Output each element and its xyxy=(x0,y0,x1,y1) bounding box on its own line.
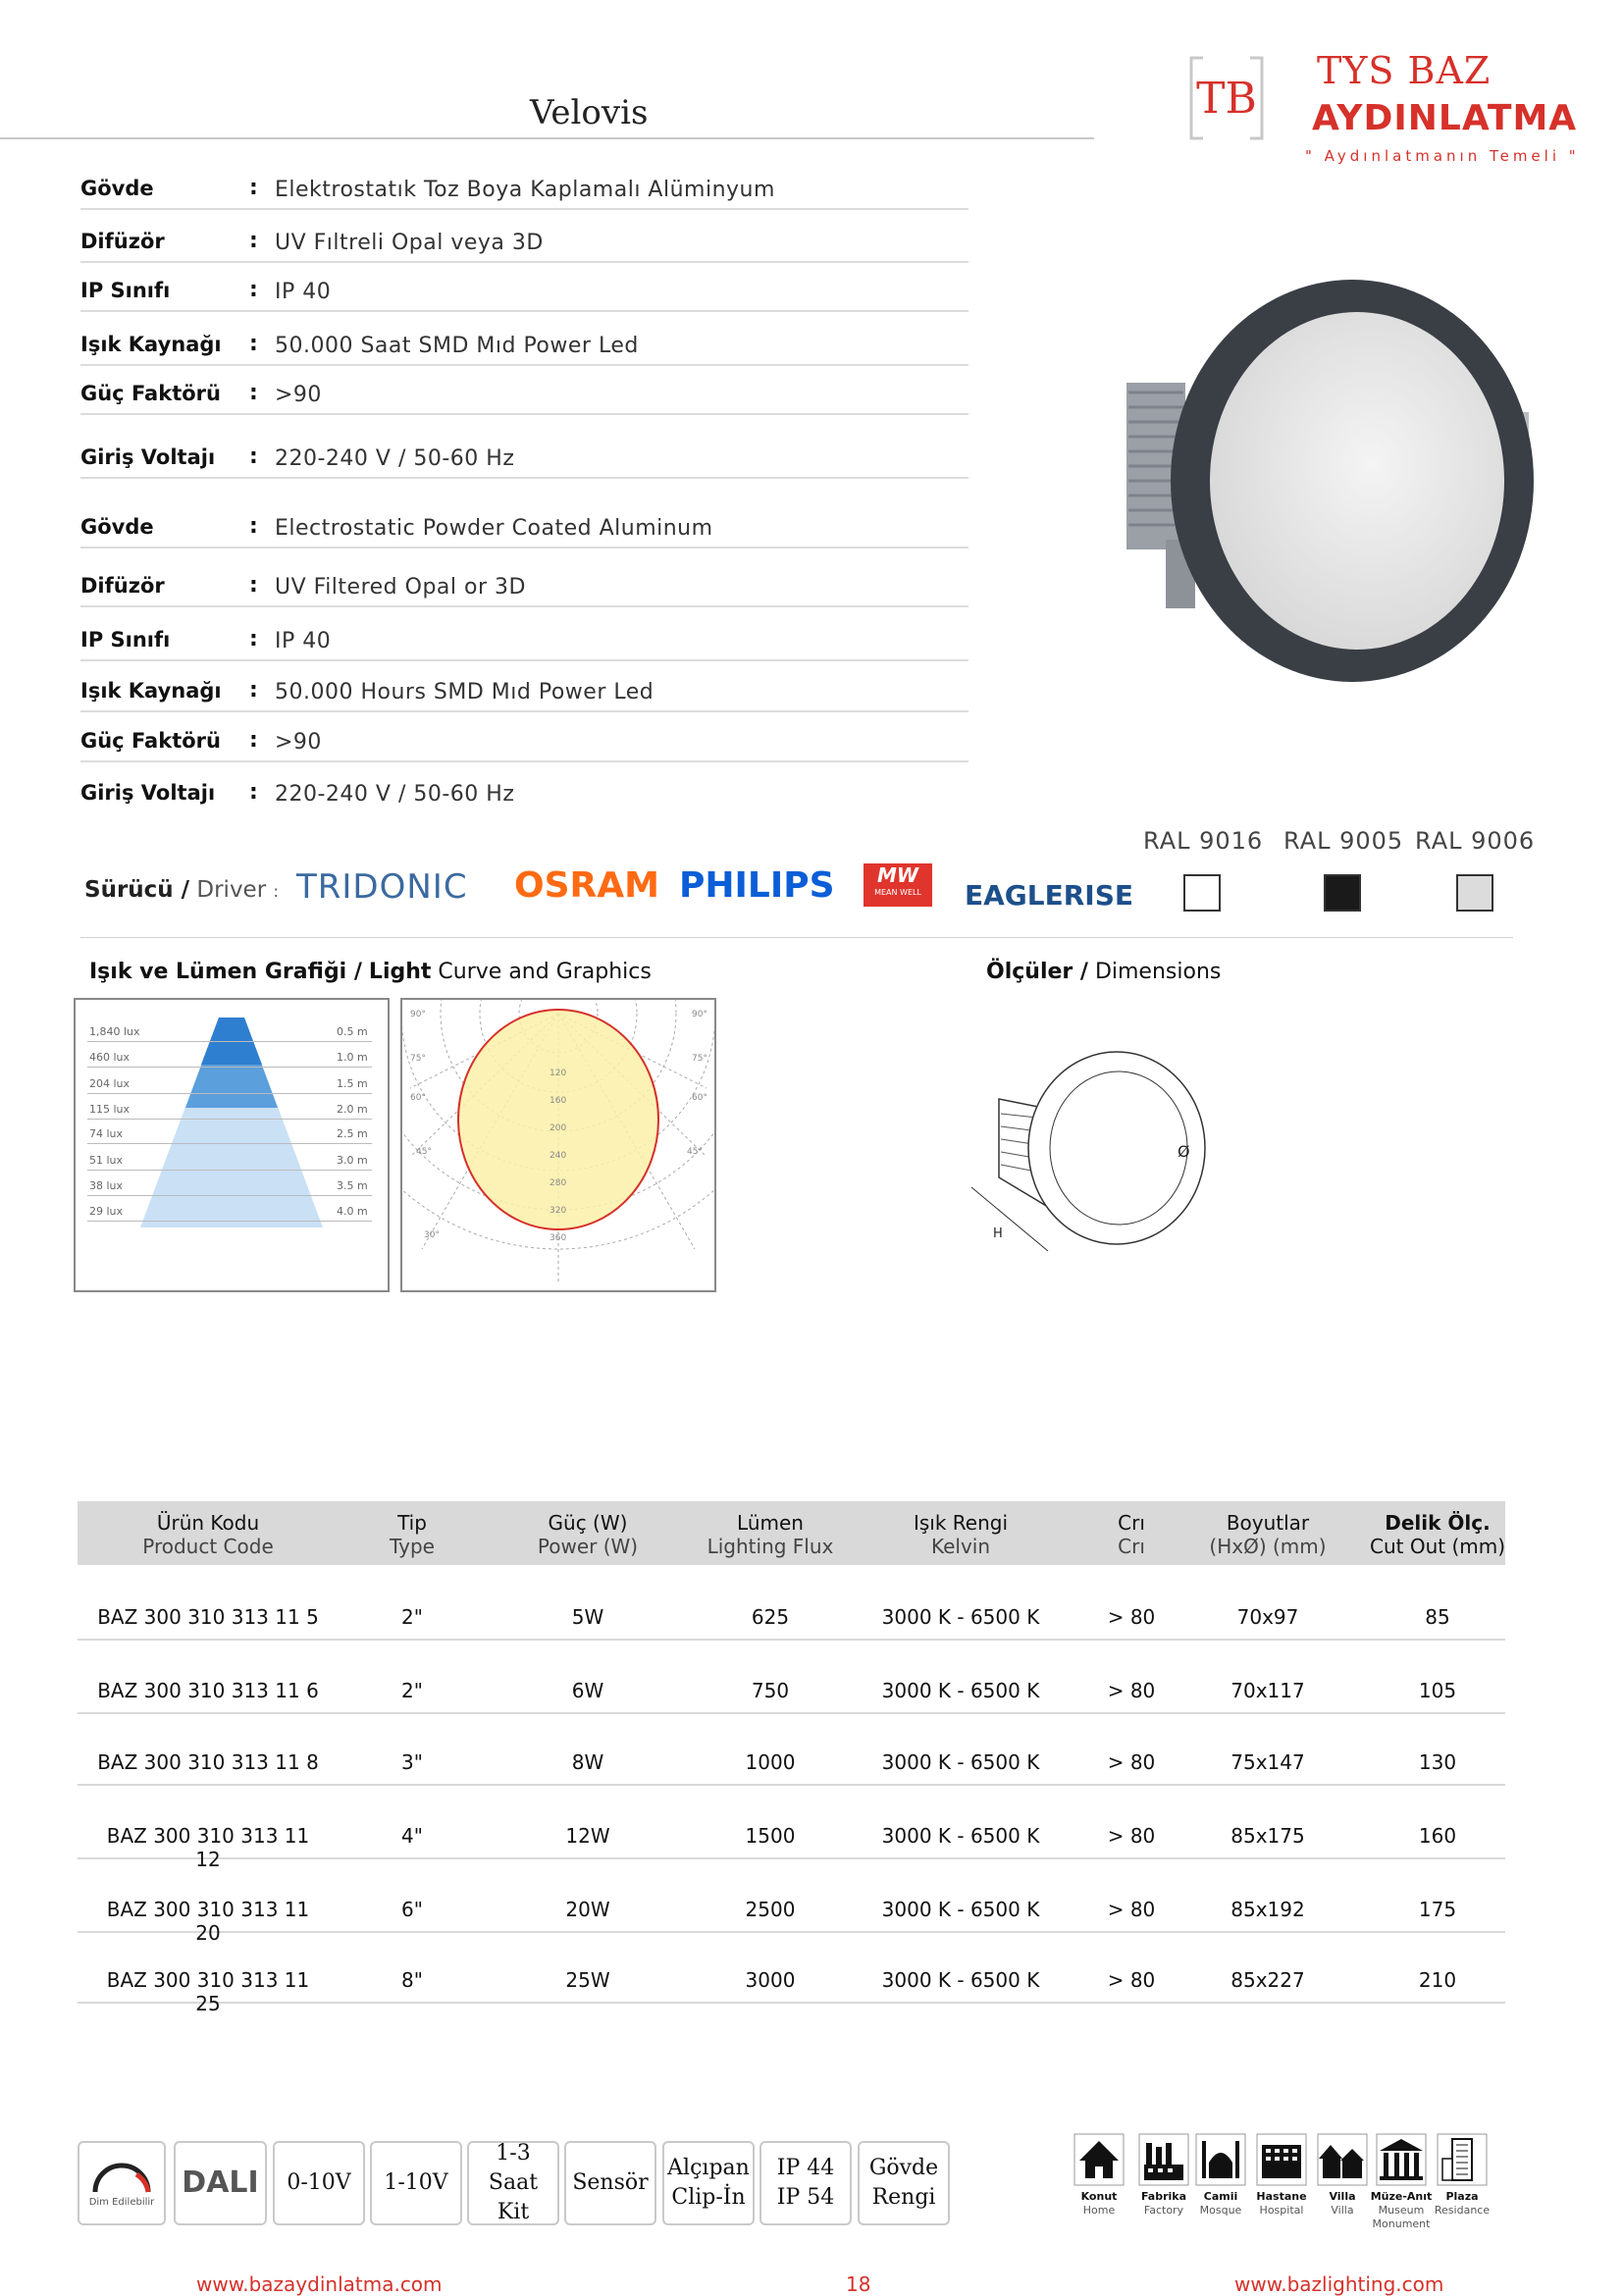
lux-value: 29 lux xyxy=(89,1205,124,1218)
polar-angle-left-0: 90° xyxy=(410,1010,426,1019)
polar-angle-right-1: 75° xyxy=(692,1054,707,1064)
spec-value: Elektrostatık Toz Boya Kaplamalı Alüminyum xyxy=(275,178,775,202)
table-cell: BAZ 300 310 313 11 12 xyxy=(106,1824,310,1871)
brand-subname: AYDINLATMA xyxy=(1312,98,1578,138)
spec-label: Gövde xyxy=(80,177,154,200)
spec-value: 220-240 V / 50-60 Hz xyxy=(275,446,515,471)
spec-colon: : xyxy=(249,381,258,405)
lux-gridline xyxy=(87,1093,372,1094)
header-label-en: Power (W) xyxy=(537,1535,639,1558)
building-label-tr: Hastane xyxy=(1256,2190,1307,2203)
page-number: 18 xyxy=(846,2272,871,2296)
lux-value: 460 lux xyxy=(89,1051,131,1064)
dimmable-badge: Dim Edilebilir xyxy=(78,2141,166,2225)
table-cell: BAZ 300 310 313 11 6 xyxy=(97,1679,319,1702)
building-label-en: Villa xyxy=(1331,2204,1354,2217)
table-cell: 3000 K - 6500 K xyxy=(881,1898,1040,1921)
footer-website-tr[interactable]: www.bazaydinlatma.com xyxy=(196,2272,443,2296)
driver-label: Sürücü / Driver : xyxy=(84,877,279,903)
header-label-en: Cut Out (mm) xyxy=(1369,1535,1506,1558)
header-label-tr: Boyutlar xyxy=(1226,1511,1310,1535)
header-label-en: Lighting Flux xyxy=(707,1535,834,1558)
building-label xyxy=(1367,2190,1436,2231)
spec-value: 220-240 V / 50-60 Hz xyxy=(275,782,515,807)
table-cell: 130 xyxy=(1418,1750,1457,1774)
table-cell: 4" xyxy=(401,1824,423,1848)
table-cell: 625 xyxy=(751,1605,790,1629)
header-label-en: Kelvin xyxy=(930,1535,991,1558)
spec-label: Gövde xyxy=(80,515,154,539)
table-cell: 85x192 xyxy=(1230,1898,1305,1921)
spec-label: Güç Faktörü xyxy=(80,382,221,405)
dimension-height-label: H xyxy=(993,1226,1003,1241)
spec-value: 50.000 Saat SMD Mıd Power Led xyxy=(275,334,639,358)
table-cell: 12W xyxy=(565,1824,610,1848)
table-cell: 8" xyxy=(401,1968,423,1992)
table-header-cell xyxy=(1364,1511,1511,1558)
building-label-en: Mosque xyxy=(1199,2204,1242,2217)
table-cell: 6W xyxy=(571,1679,604,1702)
building-label-en: Home xyxy=(1082,2204,1116,2217)
osram-logo: OSRAM xyxy=(514,865,659,906)
table-header-cell xyxy=(519,1511,656,1558)
table-cell: 20W xyxy=(565,1898,610,1921)
spec-label: Güç Faktörü xyxy=(80,729,221,753)
table-cell: 25W xyxy=(565,1968,610,1992)
table-header-cell xyxy=(692,1511,849,1558)
distance-value: 2.5 m xyxy=(337,1127,368,1140)
lux-value: 1,840 lux xyxy=(89,1025,140,1038)
table-cell: BAZ 300 310 313 11 8 xyxy=(97,1750,319,1774)
polar-angle-right-0: 90° xyxy=(692,1010,707,1019)
header-label-tr: Tip xyxy=(397,1511,427,1535)
dimming-0-10v-badge: 0-10V xyxy=(273,2141,365,2225)
polar-radial-label: 160 xyxy=(550,1096,567,1106)
ral-label: RAL 9005 xyxy=(1283,827,1404,855)
spec-label: Difüzör xyxy=(80,230,165,253)
spec-row xyxy=(80,222,969,263)
ral-swatch xyxy=(1183,874,1221,912)
polar-radial-label: 320 xyxy=(550,1206,567,1216)
table-cell: 2500 xyxy=(745,1898,796,1921)
header-label-en: Product Code xyxy=(142,1535,274,1558)
table-cell: BAZ 300 310 313 11 25 xyxy=(106,1968,310,2015)
spec-label: Difüzör xyxy=(80,574,165,598)
sensor-badge: Sensör xyxy=(564,2141,656,2225)
dimensions-section-title: Ölçüler / Dimensions xyxy=(986,960,1222,984)
table-row xyxy=(78,1673,1505,1714)
spec-label: IP Sınıfı xyxy=(80,279,171,302)
spec-row xyxy=(80,721,969,762)
table-cell: > 80 xyxy=(1107,1824,1156,1848)
spec-value: Electrostatic Powder Coated Aluminum xyxy=(275,516,713,541)
clip-in-badge: Alçıpan Clip-İn xyxy=(662,2141,755,2225)
building-label-en: Hospital xyxy=(1259,2204,1304,2217)
building-label-tr: Konut xyxy=(1080,2190,1118,2203)
table-cell: 3000 K - 6500 K xyxy=(881,1824,1040,1848)
table-cell: > 80 xyxy=(1107,1968,1156,1992)
table-cell: 85x175 xyxy=(1230,1824,1305,1848)
philips-logo: PHILIPS xyxy=(679,865,835,906)
museum-icon xyxy=(1376,2133,1427,2186)
dali-badge: DALI xyxy=(174,2141,267,2225)
table-cell: 750 xyxy=(751,1679,790,1702)
hospital-icon xyxy=(1256,2133,1307,2186)
table-row xyxy=(78,1745,1505,1786)
lux-chart-graphic xyxy=(76,1000,388,1290)
brand-logo-icon xyxy=(1189,56,1264,140)
spec-value: IP 40 xyxy=(275,280,332,304)
body-color-badge: Gövde Rengi xyxy=(858,2141,950,2225)
ral-swatch xyxy=(1456,874,1493,912)
table-cell: 2" xyxy=(401,1679,423,1702)
spec-value: >90 xyxy=(275,383,322,407)
spec-row xyxy=(80,374,969,415)
brand-tagline: " Aydınlatmanın Temeli " xyxy=(1305,147,1580,165)
page-title: Velovis xyxy=(530,93,649,132)
table-cell: 8W xyxy=(571,1750,604,1774)
table-header-cell xyxy=(1184,1511,1351,1558)
dim-arc-icon xyxy=(85,2157,158,2196)
table-row xyxy=(78,1599,1505,1641)
lux-value: 204 lux xyxy=(89,1077,131,1090)
building-label-en: Residance xyxy=(1434,2204,1491,2217)
polar-chart xyxy=(400,998,716,1292)
header-label-tr: Güç (W) xyxy=(548,1511,628,1535)
distance-value: 3.5 m xyxy=(337,1179,368,1192)
polar-angle-left-4: 30° xyxy=(424,1230,440,1240)
lux-value: 74 lux xyxy=(89,1127,124,1140)
graph-section-title: Işık ve Lümen Grafiği / Light Curve and Graphics xyxy=(89,960,652,984)
header-label-en: Type xyxy=(390,1535,435,1558)
spec-row xyxy=(80,438,969,479)
meanwell-logo: MW MEAN WELL xyxy=(864,863,932,907)
spec-label: IP Sınıfı xyxy=(80,628,171,652)
table-cell: 85 xyxy=(1425,1605,1450,1629)
header-label-tr: Delik Ölç. xyxy=(1385,1511,1491,1535)
polar-angle-right-3: 45° xyxy=(687,1147,703,1157)
polar-radial-label: 120 xyxy=(550,1069,567,1078)
spec-row xyxy=(80,566,969,607)
lux-gridline xyxy=(87,1195,372,1196)
building-label-tr: Villa xyxy=(1329,2190,1356,2203)
lux-value: 38 lux xyxy=(89,1179,124,1192)
building-label xyxy=(1247,2190,1316,2218)
table-cell: 3000 K - 6500 K xyxy=(881,1605,1040,1629)
spec-row xyxy=(80,169,969,210)
spec-row xyxy=(80,271,969,312)
product-photo xyxy=(1107,265,1539,697)
polar-graphic xyxy=(402,1000,714,1290)
eaglerise-logo: EAGLERISE xyxy=(965,879,1134,912)
table-cell: 160 xyxy=(1418,1824,1457,1848)
header-label-tr: Lümen xyxy=(737,1511,804,1535)
spec-colon: : xyxy=(249,229,258,253)
table-header-cell xyxy=(863,1511,1059,1558)
emergency-kit-badge: 1-3 Saat Kit xyxy=(467,2141,559,2225)
table-cell: 3000 xyxy=(745,1968,796,1992)
table-cell: BAZ 300 310 313 11 5 xyxy=(97,1605,319,1629)
table-row xyxy=(78,1818,1505,1871)
table-cell: 1500 xyxy=(745,1824,796,1848)
table-cell: 75x147 xyxy=(1230,1750,1305,1774)
table-cell: > 80 xyxy=(1107,1898,1156,1921)
building-label xyxy=(1065,2190,1133,2218)
spec-colon: : xyxy=(249,514,258,539)
polar-radial-label: 200 xyxy=(550,1123,567,1133)
plaza-icon xyxy=(1437,2133,1488,2186)
table-header xyxy=(78,1501,1505,1565)
lux-value: 51 lux xyxy=(89,1154,124,1167)
spec-value: UV Fıltreli Opal veya 3D xyxy=(275,231,544,255)
section-divider xyxy=(80,937,1513,938)
distance-value: 4.0 m xyxy=(337,1205,368,1218)
table-cell: 1000 xyxy=(745,1750,796,1774)
polar-radial-label: 280 xyxy=(550,1178,567,1188)
factory-icon xyxy=(1138,2133,1189,2186)
table-cell: 5W xyxy=(571,1605,604,1629)
spec-value: >90 xyxy=(275,730,322,755)
spec-label: Işık Kaynağı xyxy=(80,679,222,703)
logo-mark: TB xyxy=(1196,74,1257,124)
polar-radial-label: 360 xyxy=(550,1233,567,1243)
header-label-tr: Işık Rengi xyxy=(913,1511,1009,1535)
table-cell: > 80 xyxy=(1107,1605,1156,1629)
distance-value: 0.5 m xyxy=(337,1025,368,1038)
building-label xyxy=(1428,2190,1496,2218)
header-label-tr: Ürün Kodu xyxy=(156,1511,260,1535)
spec-colon: : xyxy=(249,278,258,302)
table-cell: 3" xyxy=(401,1750,423,1774)
spec-colon: : xyxy=(249,678,258,703)
lux-gridline xyxy=(87,1170,372,1171)
table-cell: 105 xyxy=(1418,1679,1457,1702)
brand-name: TYS BAZ xyxy=(1317,49,1492,92)
table-cell: > 80 xyxy=(1107,1750,1156,1774)
spec-row xyxy=(80,325,969,366)
distance-value: 2.0 m xyxy=(337,1103,368,1116)
spec-row xyxy=(80,507,969,548)
ip-rating-badge: IP 44 IP 54 xyxy=(759,2141,852,2225)
polar-angle-right-2: 60° xyxy=(692,1093,707,1103)
building-label-en: Factory xyxy=(1143,2204,1184,2217)
spec-colon: : xyxy=(249,444,258,469)
mosque-icon xyxy=(1195,2133,1246,2186)
distance-value: 1.5 m xyxy=(337,1077,368,1090)
footer-website-en[interactable]: www.bazlighting.com xyxy=(1234,2272,1444,2296)
spec-colon: : xyxy=(249,332,258,356)
lux-chart xyxy=(74,998,390,1292)
table-cell: 210 xyxy=(1418,1968,1457,1992)
polar-angle-left-2: 60° xyxy=(410,1093,426,1103)
polar-angle-left-1: 75° xyxy=(410,1054,426,1064)
table-cell: 2" xyxy=(401,1605,423,1629)
table-cell: 85x227 xyxy=(1230,1968,1305,1992)
lux-value: 115 lux xyxy=(89,1103,131,1116)
table-row xyxy=(78,1962,1505,2015)
spec-label: Işık Kaynağı xyxy=(80,333,222,356)
distance-value: 1.0 m xyxy=(337,1051,368,1064)
lux-gridline xyxy=(87,1041,372,1042)
spec-label: Giriş Voltajı xyxy=(80,781,216,805)
tridonic-logo: TRIDONIC xyxy=(296,867,468,907)
table-cell: 175 xyxy=(1418,1898,1457,1921)
spec-row xyxy=(80,620,969,661)
dimming-1-10v-badge: 1-10V xyxy=(370,2141,462,2225)
spec-label: Giriş Voltajı xyxy=(80,445,216,469)
table-header-cell xyxy=(353,1511,471,1558)
ral-swatch xyxy=(1324,874,1361,912)
lux-gridline xyxy=(87,1221,372,1222)
table-cell: 70x97 xyxy=(1236,1605,1299,1629)
distance-value: 3.0 m xyxy=(337,1154,368,1167)
building-label-tr: Camii xyxy=(1203,2190,1238,2203)
home-icon xyxy=(1073,2133,1125,2186)
table-cell: > 80 xyxy=(1107,1679,1156,1702)
villa-icon xyxy=(1317,2133,1368,2186)
header-label-en: Crı xyxy=(1118,1535,1145,1558)
lux-gridline xyxy=(87,1143,372,1144)
header-label-tr: Crı xyxy=(1118,1511,1145,1535)
table-row xyxy=(78,1892,1505,1945)
table-header-cell xyxy=(1082,1511,1180,1558)
building-label-tr: Fabrika xyxy=(1140,2190,1187,2203)
table-cell: 6" xyxy=(401,1898,423,1921)
spec-colon: : xyxy=(249,176,258,200)
table-cell: 70x117 xyxy=(1230,1679,1305,1702)
building-label xyxy=(1186,2190,1255,2218)
spec-colon: : xyxy=(249,627,258,652)
building-label-tr: Plaza xyxy=(1445,2190,1479,2203)
table-cell: 3000 K - 6500 K xyxy=(881,1968,1040,1992)
spec-row xyxy=(80,671,969,712)
polar-radial-label: 240 xyxy=(550,1151,567,1161)
title-divider xyxy=(0,137,1094,139)
spec-value: UV Filtered Opal or 3D xyxy=(275,575,526,600)
polar-angle-left-3: 45° xyxy=(416,1147,432,1157)
building-label-tr: Müze-Anıt xyxy=(1370,2190,1433,2203)
spec-value: IP 40 xyxy=(275,629,332,653)
dimension-diameter-label: Ø xyxy=(1178,1142,1190,1161)
spec-colon: : xyxy=(249,780,258,805)
table-header-cell xyxy=(95,1511,321,1558)
lux-gridline xyxy=(87,1067,372,1068)
table-cell: 3000 K - 6500 K xyxy=(881,1679,1040,1702)
table-cell: BAZ 300 310 313 11 20 xyxy=(106,1898,310,1945)
table-cell: 3000 K - 6500 K xyxy=(881,1750,1040,1774)
spec-colon: : xyxy=(249,573,258,598)
spec-value: 50.000 Hours SMD Mıd Power Led xyxy=(275,680,654,704)
header-label-en: (HxØ) (mm) xyxy=(1209,1535,1327,1558)
building-label-en: Museum Monument xyxy=(1372,2204,1431,2230)
ral-label: RAL 9006 xyxy=(1415,827,1536,855)
lux-gridline xyxy=(87,1119,372,1120)
spec-row xyxy=(80,773,969,812)
ral-label: RAL 9016 xyxy=(1143,827,1264,855)
spec-colon: : xyxy=(249,728,258,753)
